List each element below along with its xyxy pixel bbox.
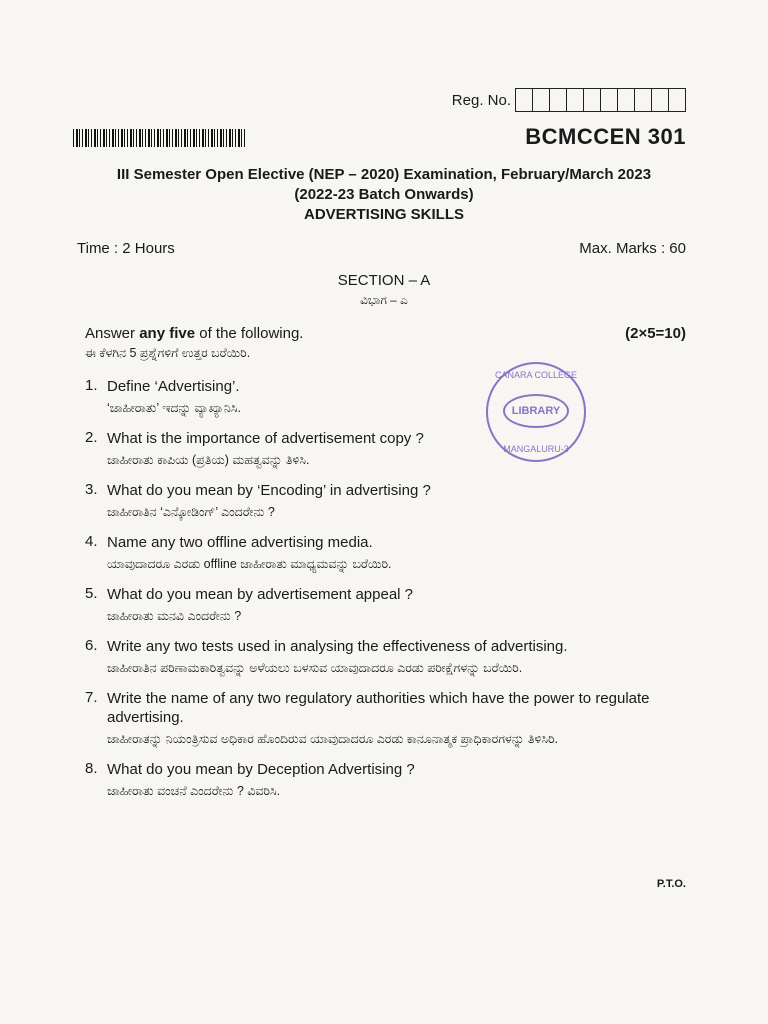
question-number: 5. [85,585,98,602]
instructions [85,325,686,361]
reg-no-box [516,89,532,111]
stamp-city: MANGALURU-3 [503,444,569,454]
instruction-text-kannada: ಈ ಕೆಳಗಿನ 5 ಪ್ರಶ್ನೆಗಳಿಗೆ ಉತ್ತರ ಬರೆಯಿರಿ. [85,346,251,360]
section-heading [0,272,768,308]
question-number: 7. [85,689,98,706]
pto-label: P.T.O. [656,878,686,890]
question-text-kannada: ಜಾಹೀರಾತಿನ ‘ಎನ್ಕೋಡಿಂಗ್’ ಎಂದರೇನು ? [107,505,275,519]
question-text-kannada: ಯಾವುದಾದರೂ ಎರಡು offline ಜಾಹೀರಾತು ಮಾಧ್ಯಮವನ್ನು ಬರೆಯಿರಿ. [107,557,392,571]
question-number: 1. [85,377,98,394]
reg-no-box [600,89,617,111]
reg-no-box [532,89,549,111]
question-text-kannada: ಜಾಹೀರಾತು ಕಾಪಿಯ (ಪ್ರತಿಯ) ಮಹತ್ವವನ್ನು ತಿಳಿಸಿ. [107,453,310,467]
exam-title: III Semester Open Elective (NEP – 2020) Examination, February/March 2023 [116,166,652,183]
reg-no-box [617,89,634,111]
exam-header [0,165,768,225]
library-stamp [486,362,586,462]
question-text-kannada: ಜಾಹೀರಾತನ್ನು ನಿಯಂತ್ರಿಸುವ ಅಧಿಕಾರ ಹೊಂದಿರುವ ಯಾವುದಾದರೂ ಎರಡು ಕಾನೂನಾತ್ಮಕ ಪ್ರಾಧಿಕಾರಗಳನ್ನು ತಿಳಿಸಿರಿ. [107,732,559,746]
time-duration: Time : 2 Hours [77,240,175,257]
reg-no-box [583,89,600,111]
question-number: 2. [85,429,98,446]
question-number: 3. [85,481,98,498]
question-item [85,585,685,626]
question-text: What is the importance of advertisement copy ? [107,430,424,447]
question-number: 4. [85,533,98,550]
question-number: 6. [85,637,98,654]
question-item [85,689,685,749]
reg-no-box [668,89,685,111]
reg-no-box [651,89,668,111]
section-marks: (2×5=10) [625,325,686,342]
question-text-kannada: ‘ಜಾಹೀರಾತು’ ಇದನ್ನು ವ್ಯಾಖ್ಯಾನಿಸಿ. [107,401,241,415]
question-item [85,637,685,678]
question-text: Write any two tests used in analysing the effectiveness of advertising. [107,638,568,655]
reg-no-box [549,89,566,111]
reg-no-label: Reg. No. [451,91,511,109]
section-title-kannada: ವಿಭಾಗ – ಎ [360,293,408,307]
question-text: What do you mean by advertisement appeal ? [107,586,414,603]
question-item [85,481,685,522]
question-item [85,429,685,470]
question-text-kannada: ಜಾಹೀರಾತಿನ ಪರಿಣಾಮಕಾರಿತ್ವವನ್ನು ಅಳೆಯಲು ಬಳಸುವ ಯಾವುದಾದರೂ ಎರಡು ಪರೀಕ್ಷೆಗಳನ್ನು ಬರೆಯಿರಿ. [107,661,523,675]
reg-no-box [566,89,583,111]
question-text: What do you mean by ‘Encoding’ in advertising ? [107,482,431,499]
question-item [85,760,685,801]
reg-no [452,88,686,112]
subject-title: ADVERTISING SKILLS [303,206,464,223]
question-text-kannada: ಜಾಹೀರಾತು ವಂಚನೆ ಎಂದರೇನು ? ವಿವರಿಸಿ. [107,784,281,798]
question-item [85,533,685,574]
question-item [85,377,685,418]
question-text: Define ‘Advertising’. [107,378,240,395]
question-text-kannada: ಜಾಹೀರಾತು ಮನವಿ ಎಂದರೇನು ? [107,609,242,623]
question-text: What do you mean by Deception Advertising ? [107,761,415,778]
paper-code: BCMCCEN 301 [525,124,686,149]
stamp-college-name: CANARA COLLEGE [494,370,578,380]
reg-no-box [634,89,651,111]
reg-no-boxes [515,88,686,112]
section-title: SECTION – A [337,272,431,289]
batch-line: (2022-23 Batch Onwards) [294,186,474,203]
question-text: Write the name of any two regulatory authorities which have the power to regulate advertising. [107,690,650,726]
instruction-text: Answer any five of the following. [85,325,304,342]
stamp-library-label: LIBRARY [503,394,569,428]
max-marks: Max. Marks : 60 [579,240,686,257]
barcode [73,129,245,147]
question-number: 8. [85,760,98,777]
question-list [85,377,685,812]
exam-meta [77,240,686,257]
question-text: Name any two offline advertising media. [107,534,373,551]
